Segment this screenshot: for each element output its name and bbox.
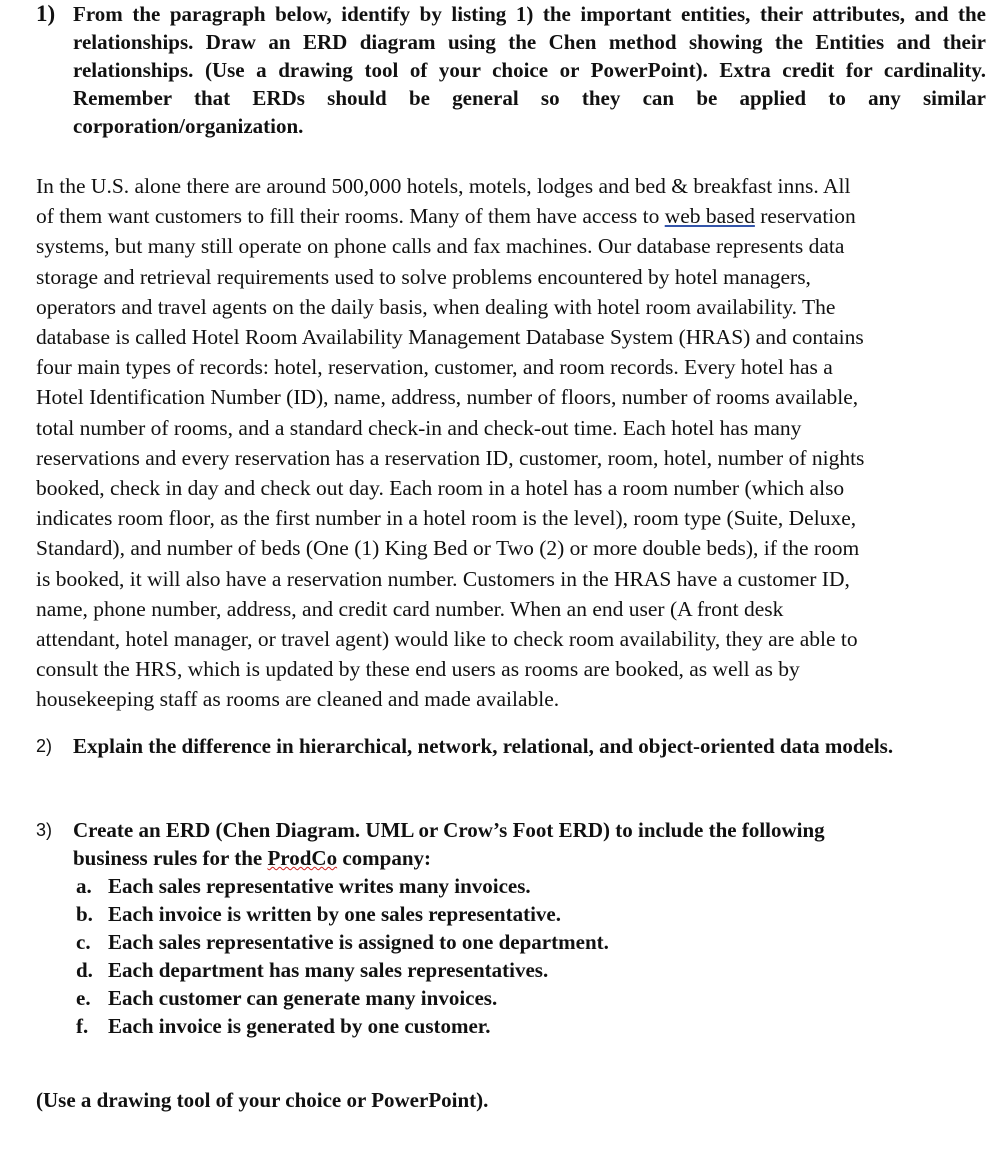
business-rule: c. Each sales representative is assigned to one department. [76, 930, 609, 954]
paragraph-line: In the U.S. alone there are around 500,000 hotels, motels, lodges and bed & breakfast inns. All [36, 174, 851, 198]
paragraph-line: indicates room floor, as the first number in a hotel room is the level), room type (Suite, Deluxe, [36, 506, 857, 531]
question-1-text: From the paragraph below, identify by listing 1) the important entities, their attributes, and the relationships. Draw an ERD diagram using the Chen method showing the Entities and their relationships. (Use a drawing tool of your choice or PowerPoint). Extra credit for cardinality. Remember that ERDs should be general so they can be applied to any similar corporation/organization. [73, 2, 986, 138]
question-2-text: Explain the difference in hierarchical, network, relational, and object-oriented data models. [73, 734, 894, 758]
business-rule: a. Each sales representative writes many invoices. [76, 874, 531, 898]
paragraph-line: of them want customers to fill their rooms. Many of them have access to web based reservation [36, 204, 856, 229]
question-3-line: Create an ERD (Chen Diagram. UML or Crow’s Foot ERD) to include the following [73, 818, 825, 842]
question-3-line: business rules for the ProdCo company: [73, 846, 432, 870]
web-based-underlined: web based [664, 204, 755, 229]
prodco-spellcheck: ProdCo [267, 846, 338, 870]
scenario-paragraph [36, 171, 976, 715]
paragraph-line: systems, but many still operate on phone calls and fax machines. Our database represents data [36, 234, 845, 259]
business-rule: f. Each invoice is generated by one customer. [76, 1014, 491, 1038]
question-3-text [73, 816, 986, 872]
business-rule: e. Each customer can generate many invoices. [76, 986, 498, 1010]
question-2-number: 2) [36, 736, 53, 756]
paragraph-line: is booked, it will also have a reservation number. Customers in the HRAS have a customer ID, [36, 566, 850, 591]
paragraph-line: Hotel Identification Number (ID), name, address, number of floors, number of rooms available, [36, 385, 859, 410]
paragraph-line: database is called Hotel Room Availability Management Database System (HRAS) and contains [36, 325, 864, 350]
paragraph-line: consult the HRS, which is updated by these end users as rooms are booked, as well as by [36, 657, 800, 682]
paragraph-line: total number of rooms, and a standard check-in and check-out time. Each hotel has many [36, 415, 802, 440]
question-3-number: 3) [36, 820, 53, 840]
business-rule: d. Each department has many sales representatives. [76, 958, 549, 982]
paragraph-line: housekeeping staff as rooms are cleaned and made available. [36, 687, 560, 712]
paragraph-line: storage and retrieval requirements used to solve problems encountered by hotel managers, [36, 264, 811, 289]
paragraph-line: booked, check in day and check out day. Each room in a hotel has a room number (which also [36, 476, 845, 501]
business-rule: b. Each invoice is written by one sales representative. [76, 902, 562, 926]
business-rules-list [76, 872, 986, 1040]
question-2 [36, 732, 986, 760]
paragraph-line: reservations and every reservation has a reservation ID, customer, room, hotel, number of nights [36, 445, 865, 470]
paragraph-line: four main types of records: hotel, reservation, customer, and room records. Every hotel has a [36, 355, 833, 380]
question-1 [36, 0, 986, 140]
footer-instruction: (Use a drawing tool of your choice or PowerPoint). [36, 1088, 489, 1112]
paragraph-line: name, phone number, address, and credit card number. When an end user (A front desk [36, 596, 784, 621]
paragraph-line: operators and travel agents on the daily basis, when dealing with hotel room availability. The [36, 294, 836, 319]
paragraph-line: Standard), and number of beds (One (1) King Bed or Two (2) or more double beds), if the room [36, 536, 860, 561]
question-3 [36, 816, 986, 1040]
paragraph-line: attendant, hotel manager, or travel agent) would like to check room availability, they are able to [36, 627, 858, 652]
question-1-number: 1) [36, 1, 56, 26]
